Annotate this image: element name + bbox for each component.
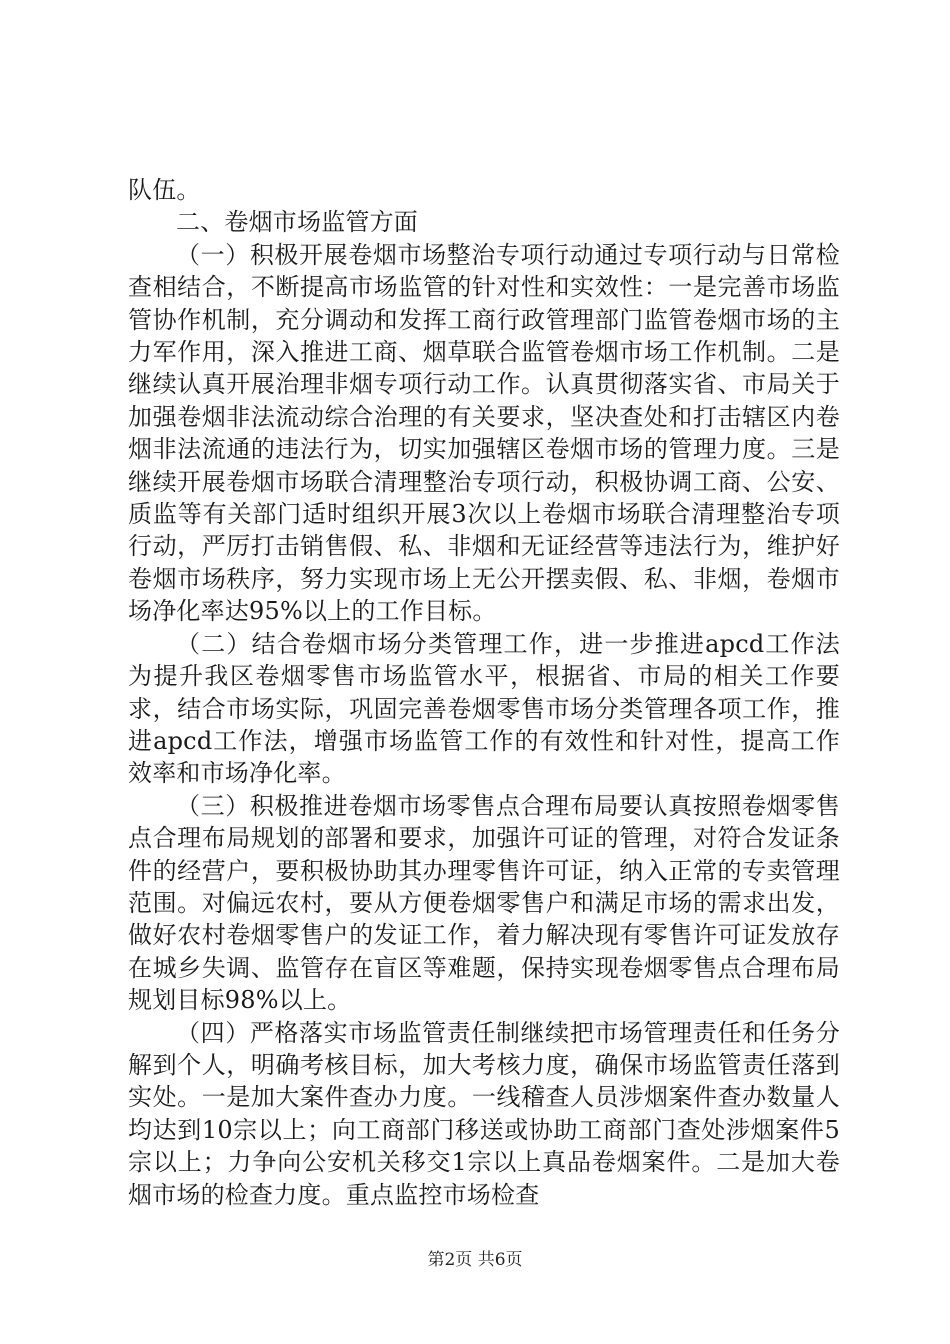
paragraph-item-2: （二）结合卷烟市场分类管理工作，进一步推进apcd工作法为提升我区卷烟零售市场监管水平，根据省、市局的相关工作要求，结合市场实际，巩固完善卷烟零售市场分类管理各项工作，推进apcd工作法，增强市场监管工作的有效性和针对性，提高工作效率和市场净化率。 <box>128 629 840 788</box>
paragraph-item-1: （一）积极开展卷烟市场整治专项行动通过专项行动与日常检查相结合，不断提高市场监管的针对性和实效性：一是完善市场监管协作机制，充分调动和发挥工商行政管理部门监管卷烟市场的主力军作用，深入推进工商、烟草联合监管卷烟市场工作机制。二是继续认真开展治理非烟专项行动工作。认真贯彻落实省、市局关于加强卷烟非法流动综合治理的有关要求，坚决查处和打击辖区内卷烟非法流通的违法行为，切实加强辖区卷烟市场的管理力度。三是继续开展卷烟市场联合清理整治专项行动，积极协调工商、公安、质监等有关部门适时组织开展3次以上卷烟市场联合清理整治专项行动，严厉打击销售假、私、非烟和无证经营等违法行为，维护好卷烟市场秩序，努力实现市场上无公开摆卖假、私、非烟，卷烟市场净化率达95%以上的工作目标。 <box>128 240 840 626</box>
paragraph-continuation: 队伍。 <box>128 176 201 204</box>
section-heading: 二、卷烟市场监管方面 <box>176 208 418 237</box>
paragraph-item-3: （三）积极推进卷烟市场零售点合理布局要认真按照卷烟零售点合理布局规划的部署和要求，加强许可证的管理，对符合发证条件的经营户，要积极协助其办理零售许可证，纳入正常的专卖管理范围。对偏远农村，要从方便卷烟零售户和满足市场的需求出发，做好农村卷烟零售户的发证工作，着力解决现有零售许可证发放存在城乡失调、监管存在盲区等难题，保持实现卷烟零售点合理布局规划目标98%以上。 <box>128 791 840 1015</box>
document-body <box>128 174 840 1211</box>
paragraph-item-4: （四）严格落实市场监管责任制继续把市场管理责任和任务分解到个人，明确考核目标，加大考核力度，确保市场监管责任落到实处。一是加大案件查办力度。一线稽查人员涉烟案件查办数量人均达到10宗以上；向工商部门移送或协助工商部门查处涉烟案件5宗以上；力争向公安机关移交1宗以上真品卷烟案件。二是加大卷烟市场的检查力度。重点监控市场检查 <box>128 1018 840 1209</box>
page-number-footer: 第2页 共6页 <box>427 1250 523 1270</box>
